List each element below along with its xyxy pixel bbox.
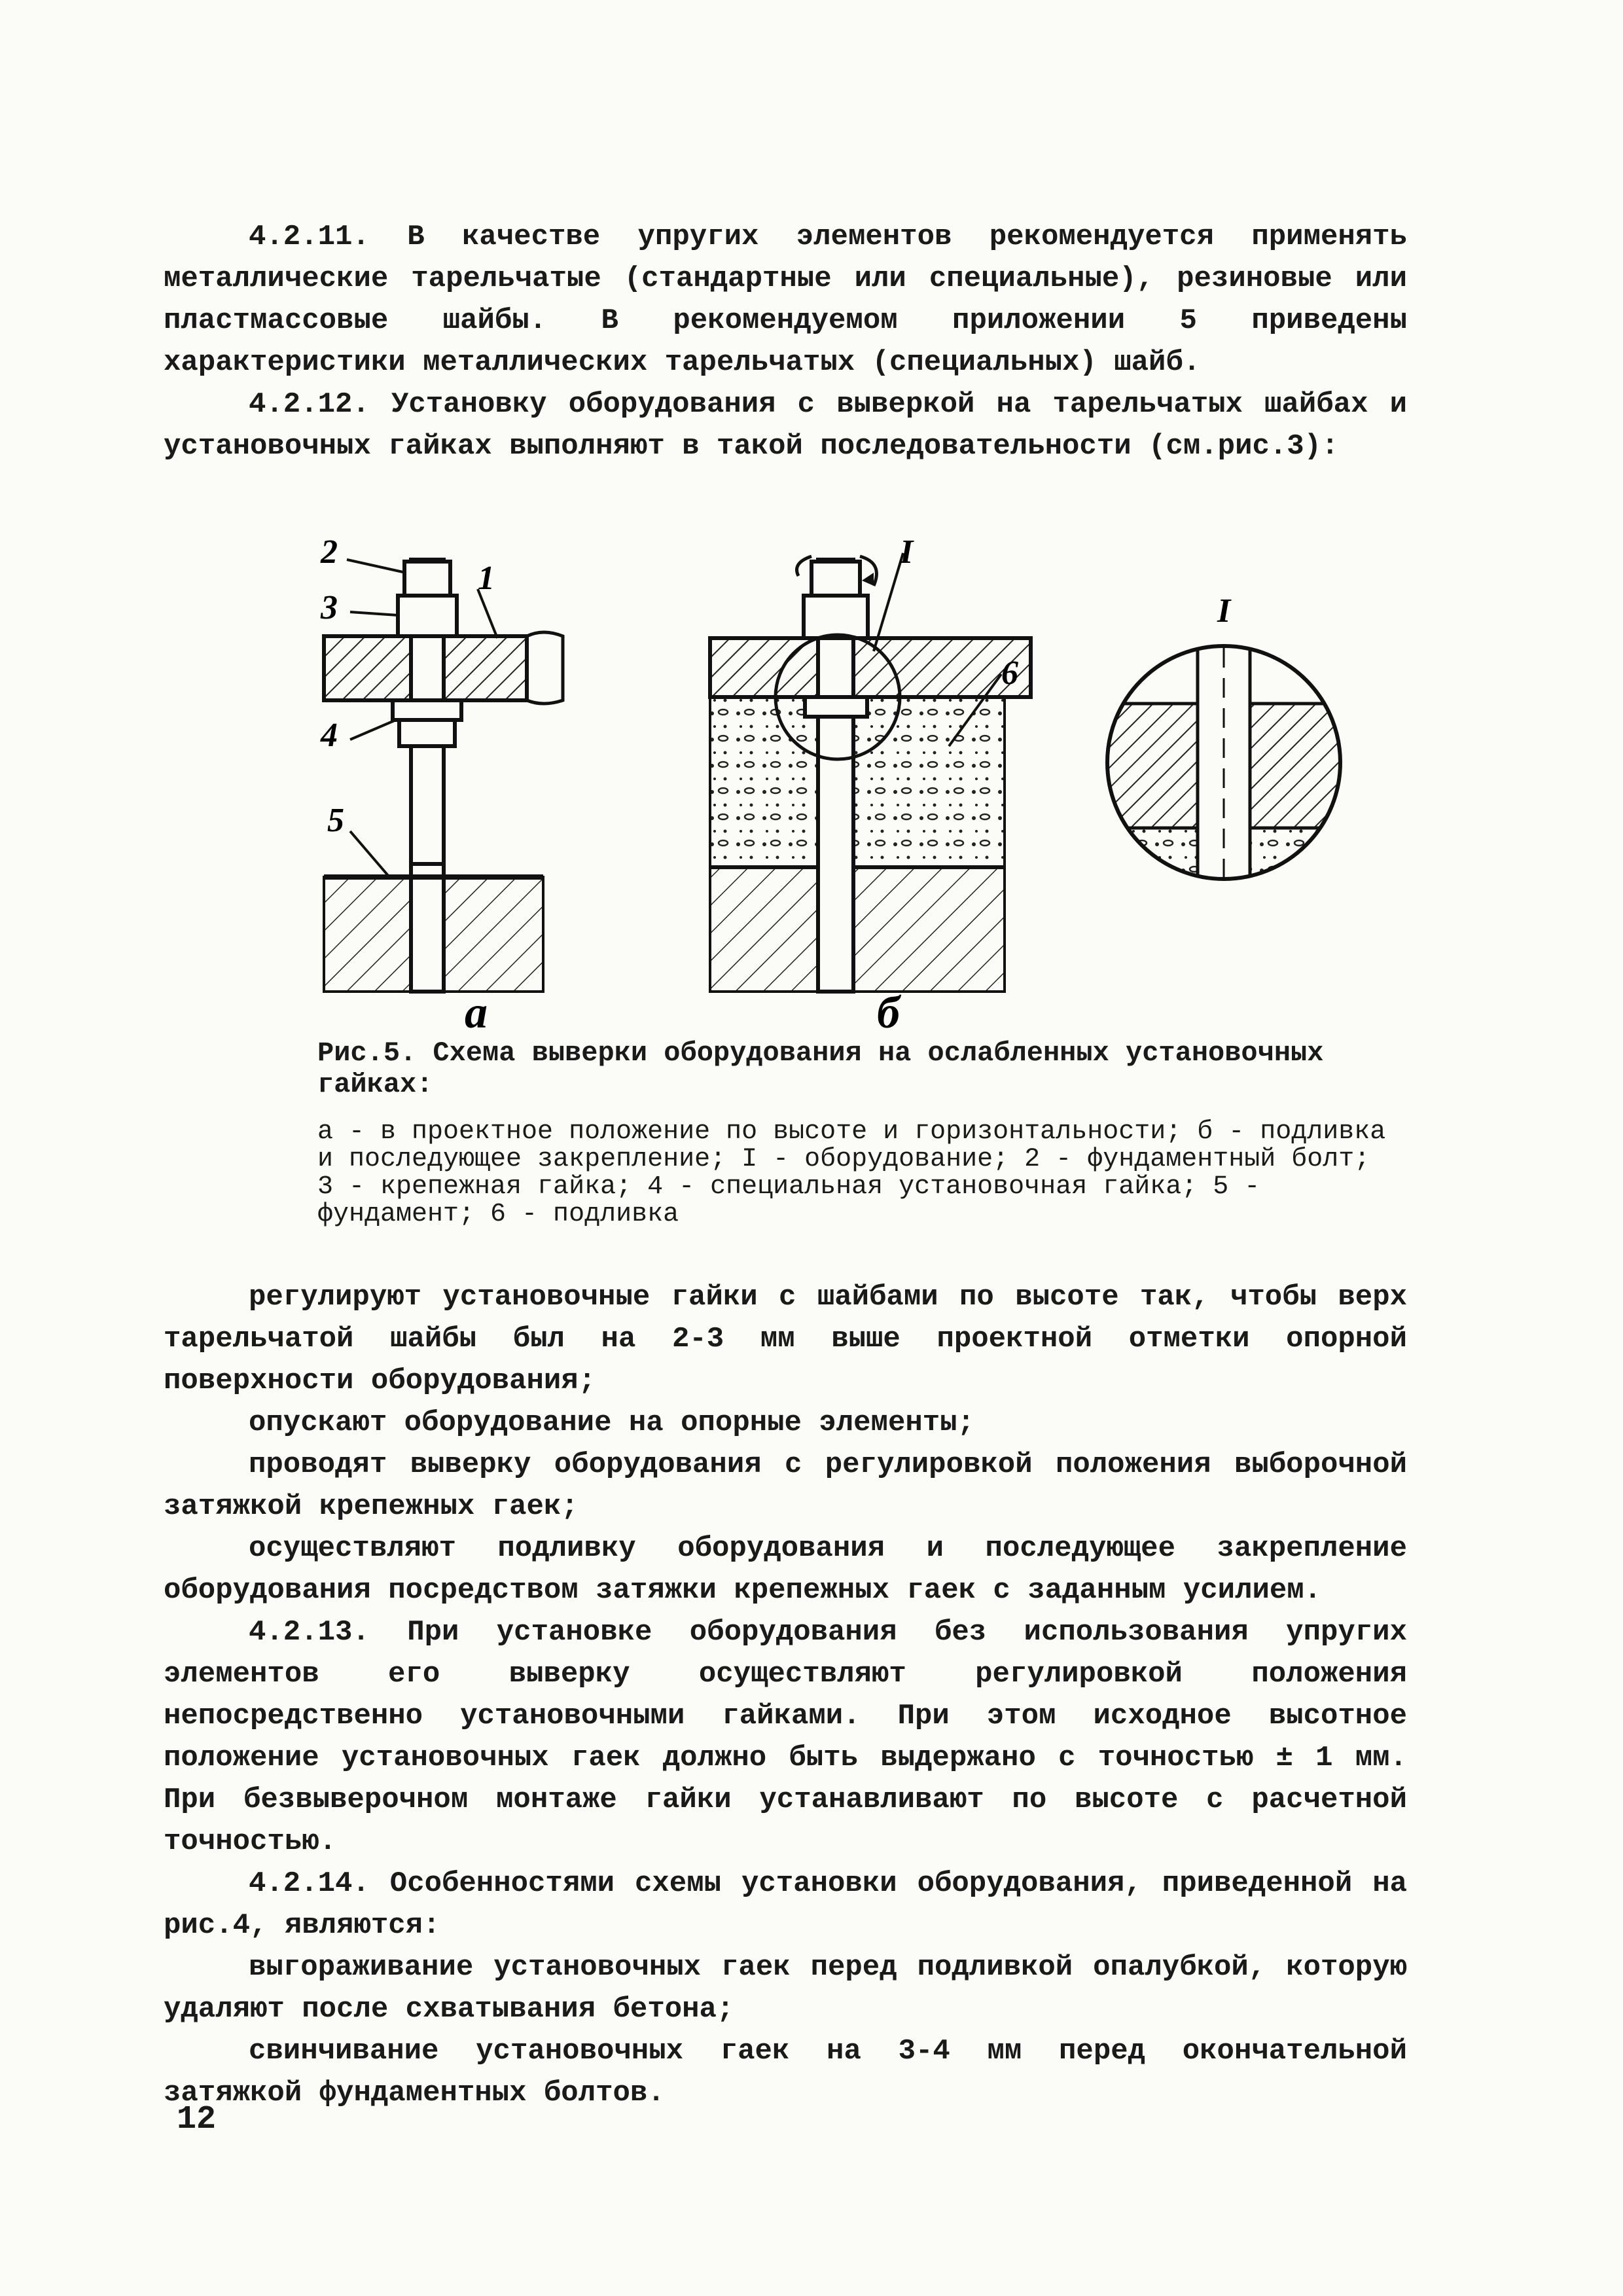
subfigure-label-a: а xyxy=(465,988,488,1034)
label-I-b: I xyxy=(900,533,914,571)
figure-a xyxy=(324,560,563,992)
feature-2: свинчивание установочных гаек на 3-4 мм перед окончательной затяжкой фундаментных болтов. xyxy=(164,2035,1407,2109)
page-number: 12 xyxy=(177,2101,217,2138)
label-6: 6 xyxy=(1001,655,1018,692)
label-2: 2 xyxy=(321,533,338,571)
step-3: проводят выверку оборудования с регулировкой положения выборочной затяжкой крепежных гаек; xyxy=(164,1448,1407,1523)
figure-b xyxy=(710,553,1031,992)
label-4: 4 xyxy=(321,717,338,754)
label-5: 5 xyxy=(327,802,344,839)
subfigure-label-b: б xyxy=(877,988,900,1034)
caption-title: Рис.5. Схема выверки оборудования на ослабленных установочных гайках: xyxy=(317,1037,1324,1100)
feature-1: выгораживание установочных гаек перед подливкой опалубкой, которую удаляют после схватывания бетона; xyxy=(164,1951,1407,2026)
figure-caption xyxy=(317,1037,1391,1229)
paragraph-4-2-13: 4.2.13. При установке оборудования без использования упругих элементов его выверку осуществляют регулировкой положения непосредственно установочными гайками. При этом исходное высотное положение установочных гаек должно быть выдержано с точностью ± 1 мм. При безвыверочном монтаже гайки устанавливают по высоте с расчетной точностью. xyxy=(164,1616,1407,1858)
step-2: опускают оборудование на опорные элементы; xyxy=(249,1407,974,1439)
step-1: регулируют установочные гайки с шайбами по высоте так, чтобы верх тарельчатой шайбы был на 2-3 мм выше проектной отметки опорной поверхности оборудования; xyxy=(164,1281,1407,1397)
detail-I xyxy=(1099,641,1348,906)
label-3: 3 xyxy=(321,589,338,626)
figure-5-diagram xyxy=(314,524,1427,1034)
top-text xyxy=(164,216,1407,467)
caption-legend: а - в проектное положение по высоте и горизонтальности; б - подливка и последующее закрепление; I - оборудование; 2 - фундаментный болт; 3 - крепежная гайка; 4 - специальная установочная гайка; 5 - фундамент; 6 - подливка xyxy=(317,1117,1386,1229)
step-4: осуществляют подливку оборудования и последующее закрепление оборудования посредством затяжки крепежных гаек с заданным усилием. xyxy=(164,1532,1407,1607)
label-1: 1 xyxy=(478,560,495,597)
bottom-text xyxy=(164,1276,1407,2114)
label-I-detail: I xyxy=(1217,592,1231,630)
paragraph-4-2-11: 4.2.11. В качестве упругих элементов рекомендуется применять металлические тарельчатые (стандартные или специальные), резиновые или пластмассовые шайбы. В рекомендуемом приложении 5 приведены характеристики металлических тарельчатых (специальных) шайб. xyxy=(164,221,1407,379)
paragraph-4-2-14: 4.2.14. Особенностями схемы установки оборудования, приведенной на рис.4, являются: xyxy=(164,1867,1407,1942)
paragraph-4-2-12: 4.2.12. Установку оборудования с выверкой на тарельчатых шайбах и установочных гайках выполняют в такой последовательности (см.рис.3): xyxy=(164,388,1407,463)
